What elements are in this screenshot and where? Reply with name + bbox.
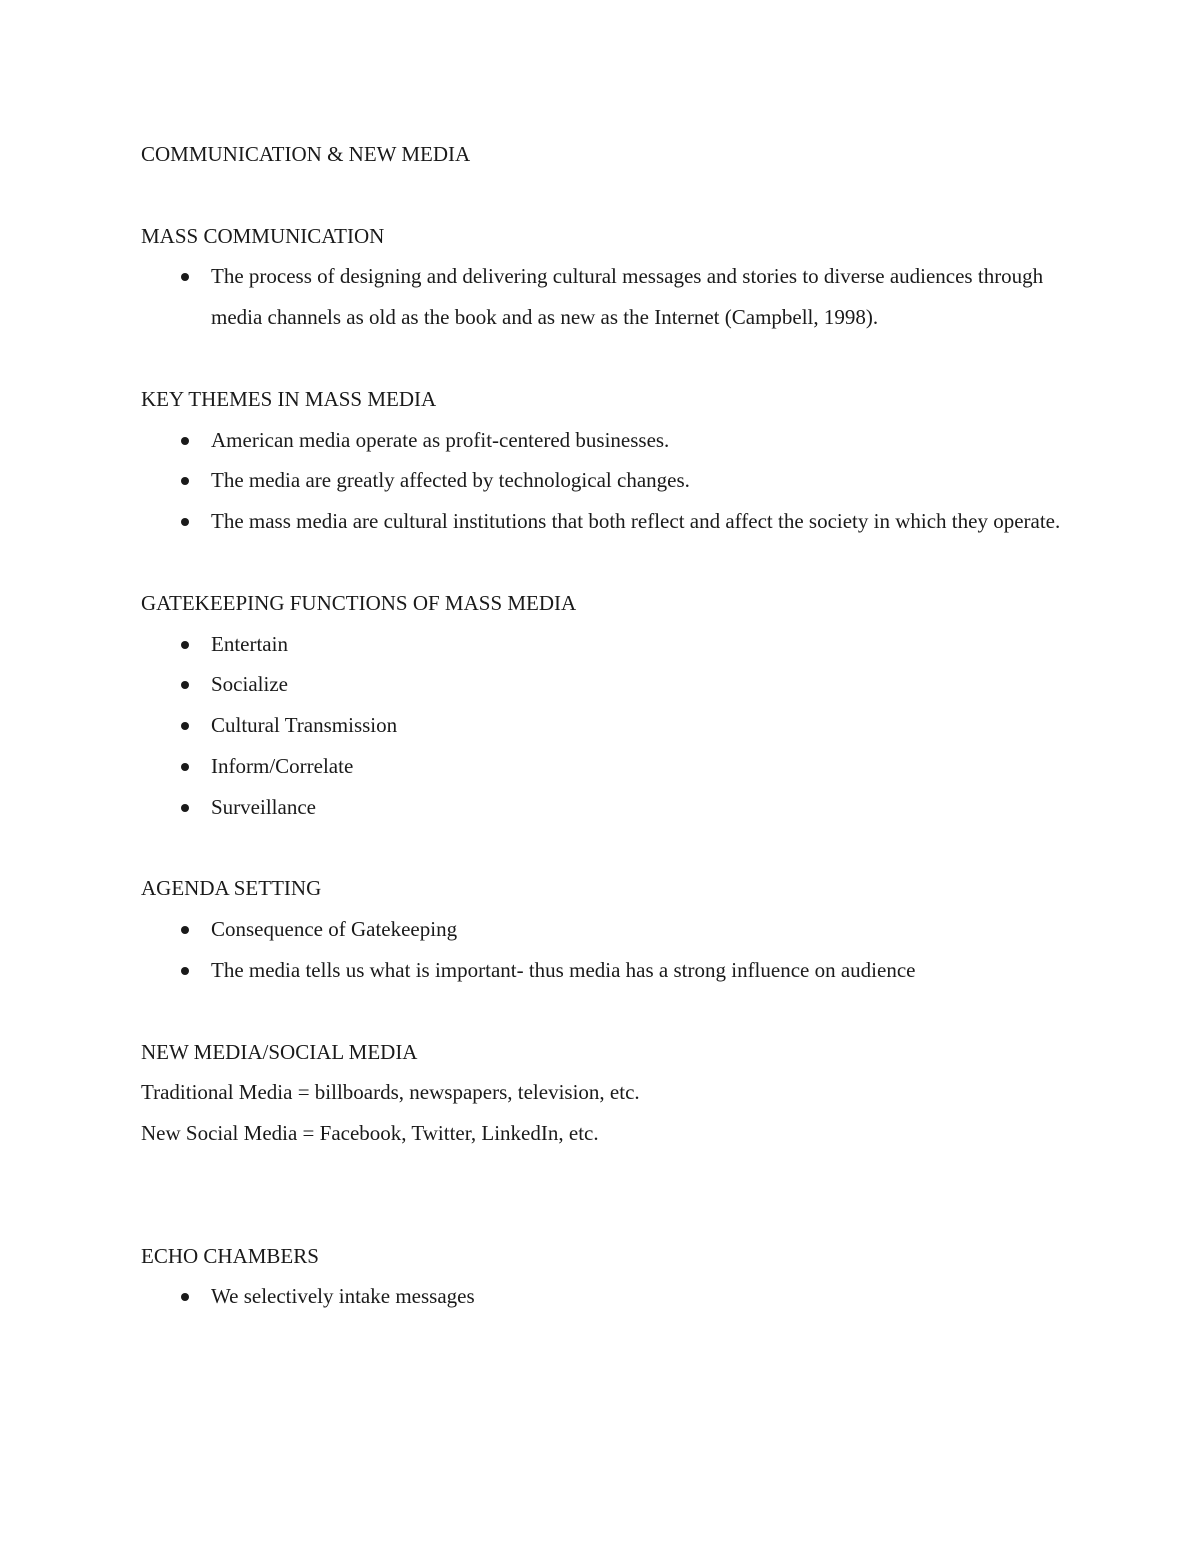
- bullet-list: [141, 909, 1061, 991]
- spacer: [141, 175, 1061, 216]
- text-line: Traditional Media = billboards, newspapers, television, etc.: [141, 1080, 640, 1105]
- list-item: [141, 664, 1061, 705]
- list-item: [141, 705, 1061, 746]
- spacer: [141, 1154, 1061, 1236]
- list-item-text: We selectively intake messages: [211, 1284, 475, 1309]
- bullet-list: [141, 1276, 1061, 1317]
- section-new-media: [141, 1032, 1061, 1154]
- list-item-text: Inform/Correlate: [211, 753, 354, 778]
- spacer: [141, 828, 1061, 869]
- section-heading: GATEKEEPING FUNCTIONS OF MASS MEDIA: [141, 590, 577, 615]
- bullet-icon: [181, 273, 189, 281]
- section-heading: ECHO CHAMBERS: [141, 1243, 319, 1268]
- list-item-text: Socialize: [211, 672, 288, 697]
- bullet-icon: [181, 1293, 189, 1301]
- list-item-text: Surveillance: [211, 794, 316, 819]
- list-item-text: The process of designing and delivering cultural messages and stories to diverse audiences through media channels as old as the book and as new as the Internet (Campbell, 1998).: [211, 264, 1044, 330]
- section-echo-chambers: [141, 1236, 1061, 1318]
- section-heading: KEY THEMES IN MASS MEDIA: [141, 386, 437, 411]
- bullet-icon: [181, 477, 189, 485]
- list-item: [141, 787, 1061, 828]
- list-item-text: The media are greatly affected by technological changes.: [211, 468, 690, 493]
- list-item: [141, 909, 1061, 950]
- list-item: [141, 1276, 1061, 1317]
- list-item-text: American media operate as profit-centered businesses.: [211, 427, 670, 452]
- list-item-text: Cultural Transmission: [211, 713, 398, 738]
- bullet-icon: [181, 763, 189, 771]
- list-item: [141, 950, 1061, 991]
- list-item: [141, 460, 1061, 501]
- section-heading: AGENDA SETTING: [141, 876, 322, 901]
- section-heading: MASS COMMUNICATION: [141, 223, 385, 248]
- list-item: [141, 501, 1061, 542]
- bullet-list: [141, 420, 1061, 542]
- bullet-icon: [181, 641, 189, 649]
- spacer: [141, 542, 1061, 583]
- bullet-icon: [181, 722, 189, 730]
- text-line: New Social Media = Facebook, Twitter, LinkedIn, etc.: [141, 1121, 599, 1146]
- list-item-text: Consequence of Gatekeeping: [211, 917, 458, 942]
- section-gatekeeping: [141, 583, 1061, 828]
- list-item: [141, 746, 1061, 787]
- bullet-icon: [181, 967, 189, 975]
- bullet-icon: [181, 518, 189, 526]
- list-item: [141, 420, 1061, 461]
- list-item: [141, 256, 1061, 338]
- list-item-text: The media tells us what is important- thus media has a strong influence on audience: [211, 957, 916, 982]
- bullet-icon: [181, 681, 189, 689]
- bullet-list: [141, 256, 1061, 338]
- bullet-icon: [181, 804, 189, 812]
- section-key-themes: [141, 379, 1061, 542]
- list-item: [141, 624, 1061, 665]
- spacer: [141, 338, 1061, 379]
- document-page: [141, 134, 1061, 1317]
- spacer: [141, 991, 1061, 1032]
- list-item-text: The mass media are cultural institutions that both reflect and affect the society in which they operate.: [211, 509, 1061, 534]
- section-heading: NEW MEDIA/SOCIAL MEDIA: [141, 1039, 418, 1064]
- section-mass-communication: [141, 216, 1061, 338]
- bullet-list: [141, 624, 1061, 828]
- bullet-icon: [181, 437, 189, 445]
- section-agenda-setting: [141, 868, 1061, 990]
- document-title: COMMUNICATION & NEW MEDIA: [141, 142, 471, 166]
- list-item-text: Entertain: [211, 631, 288, 656]
- bullet-icon: [181, 926, 189, 934]
